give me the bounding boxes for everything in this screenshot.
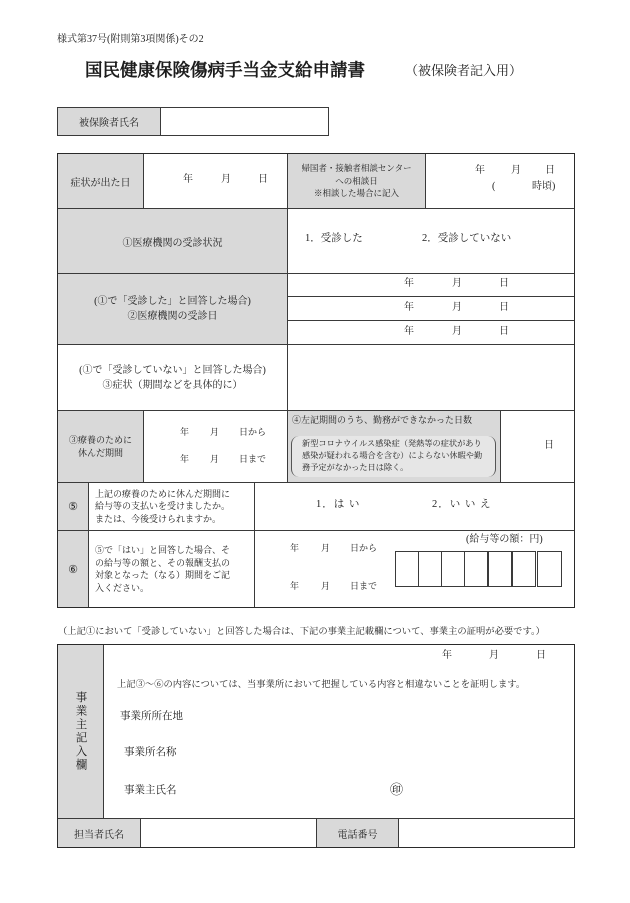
contact-person-label-cell <box>57 818 141 848</box>
q5-question-line: 給与等の支払いを受けましたか。 <box>95 501 231 512</box>
consultation-day: 日 <box>545 165 555 176</box>
phone-label: 電話番号 <box>337 829 378 841</box>
amount-digit-box[interactable] <box>512 551 536 587</box>
q2-date-row[interactable] <box>287 273 575 297</box>
form-title: 国民健康保険傷病手当金支給申請書 <box>85 60 365 80</box>
q2-label-line: ②医療機関の受診日 <box>127 311 218 322</box>
q3-label-line: ③症状（期間などを具体的に） <box>102 379 243 391</box>
q2-label-cell <box>57 273 288 345</box>
q1-label: ①医療機関の受診状況 <box>122 237 223 249</box>
q2-date-row[interactable] <box>287 296 575 321</box>
employer-date-day: 日 <box>536 650 546 661</box>
q2-date-year: 年 <box>404 326 414 337</box>
insured-name-label: 被保険者氏名 <box>79 118 139 129</box>
q2-label-line: (①で「受診した」と回答した場合) <box>94 296 251 307</box>
q4-days-field[interactable] <box>500 410 575 483</box>
consultation-month: 月 <box>511 165 521 176</box>
q5-answer-cell <box>254 482 575 531</box>
employer-note: （上記①において「受診していない」と回答した場合は、下記の事業主記載欄について、事業主の証明が必要です。） <box>58 627 545 637</box>
q6-number: ⑥ <box>68 563 78 576</box>
employer-section-label: 事業主記入欄 <box>74 691 87 772</box>
q6-from-day: 日から <box>350 543 378 553</box>
q6-to-day: 日まで <box>350 581 378 591</box>
consultation-label-line: 帰国者・接触者相談センター <box>301 163 412 174</box>
form-title-sub: （被保険者記入用） <box>405 63 523 78</box>
q2-date-row[interactable] <box>287 320 575 345</box>
q3-label-line: (①で「受診していない」と回答した場合) <box>79 364 266 376</box>
symptom-date-year: 年 <box>183 174 193 185</box>
employer-certification: 上記③～⑥の内容については、当事業所において把握している内容と相違ないことを証明します。 <box>117 680 526 690</box>
q1-option-not-visited[interactable]: 2．受診していない <box>422 233 512 244</box>
insured-name-label-cell <box>57 107 161 136</box>
q4-days-unit: 日 <box>544 440 554 451</box>
symptom-date-label: 症状が出た日 <box>70 177 131 189</box>
symptom-date-label-cell <box>57 153 144 209</box>
q5-option-no[interactable]: 2．い い え <box>432 499 492 510</box>
form-number: 様式第37号(附則第3項関係)その2 <box>57 34 204 45</box>
q1-option-visited[interactable]: 1．受診した <box>305 233 363 244</box>
consultation-label-line: ※相談した場合に記入 <box>313 188 399 199</box>
q4-label: ④左記期間のうち、勤務ができなかった日数 <box>292 415 473 425</box>
office-name-label: 事業所名称 <box>124 747 177 758</box>
q6-number-cell <box>57 530 89 608</box>
q6-question-line: 対象となった（なる）期間をご記 <box>95 570 231 580</box>
consultation-paren-open: ( <box>492 181 496 192</box>
leave-from-month: 月 <box>210 427 220 437</box>
amount-digit-box[interactable] <box>464 551 488 587</box>
consultation-time: 時頃) <box>532 181 556 192</box>
phone-label-cell <box>316 818 399 848</box>
amount-digit-box[interactable] <box>488 551 512 587</box>
leave-to-day: 日まで <box>239 454 267 464</box>
amount-digit-box[interactable] <box>395 551 419 587</box>
insured-name-field[interactable] <box>160 107 329 136</box>
leave-period-label-line: ③療養のために <box>68 434 132 445</box>
q5-question-cell <box>88 482 255 531</box>
q4-exclusion-note: 新型コロナウイルス感染症（発熱等の症状があり感染が疑われる場合を含む）によらない休暇や勤務予定がなかった日は除く。 <box>291 436 496 477</box>
q2-date-month: 月 <box>452 302 462 313</box>
leave-period-field[interactable] <box>143 410 288 483</box>
q2-date-year: 年 <box>404 278 414 289</box>
symptom-date-month: 月 <box>221 174 231 185</box>
q1-label-cell <box>57 208 288 274</box>
symptom-date-day: 日 <box>258 174 268 185</box>
q5-question-line: 上記の療養のために休んだ期間に <box>95 488 231 499</box>
q5-question-line: または、今後受けられますか。 <box>95 513 222 524</box>
q6-amount-label: (給与等の額：円) <box>466 534 543 545</box>
q2-date-day: 日 <box>499 326 509 337</box>
consultation-label-cell <box>287 153 426 209</box>
q3-symptoms-field[interactable] <box>287 344 575 411</box>
q5-number-cell <box>57 482 89 531</box>
leave-period-label-cell <box>57 410 144 483</box>
employer-section-label-cell <box>57 644 104 819</box>
leave-to-month: 月 <box>210 454 220 464</box>
amount-digit-box[interactable] <box>537 551 562 587</box>
leave-period-label-line: 休んだ期間 <box>77 447 123 458</box>
leave-from-year: 年 <box>180 427 190 437</box>
q2-date-day: 日 <box>499 302 509 313</box>
q6-from-year: 年 <box>290 543 300 553</box>
contact-person-field[interactable] <box>140 818 317 848</box>
office-address-label: 事業所所在地 <box>120 711 183 722</box>
q2-date-day: 日 <box>499 278 509 289</box>
amount-digit-box[interactable] <box>441 551 465 587</box>
q6-question-line: の給与等の額と、その報酬支払の <box>95 557 231 568</box>
q2-date-month: 月 <box>452 278 462 289</box>
leave-to-year: 年 <box>180 454 190 464</box>
q6-to-year: 年 <box>290 581 300 591</box>
contact-person-label: 担当者氏名 <box>74 829 124 841</box>
leave-from-day: 日から <box>239 427 267 437</box>
q5-number: ⑤ <box>68 501 78 513</box>
q6-question-line: 入ください。 <box>95 582 150 593</box>
q2-date-year: 年 <box>404 302 414 313</box>
amount-digit-box[interactable] <box>418 551 442 587</box>
q6-question-line: ⑤で「はい」と回答した場合、そ <box>95 545 231 555</box>
q6-question-cell <box>88 530 255 608</box>
q2-date-month: 月 <box>452 326 462 337</box>
employer-name-label: 事業主氏名 <box>124 785 177 796</box>
q5-option-yes[interactable]: 1．は い <box>316 499 361 510</box>
employer-date-month: 月 <box>489 650 499 661</box>
q6-to-month: 月 <box>321 581 331 591</box>
seal-mark: ㊞ <box>390 782 404 797</box>
phone-field[interactable] <box>398 818 575 848</box>
q6-from-month: 月 <box>321 543 331 553</box>
consultation-label-line: への相談日 <box>335 175 378 186</box>
q3-label-cell <box>57 344 288 411</box>
consultation-year: 年 <box>475 165 485 176</box>
employer-date-year: 年 <box>442 650 452 661</box>
